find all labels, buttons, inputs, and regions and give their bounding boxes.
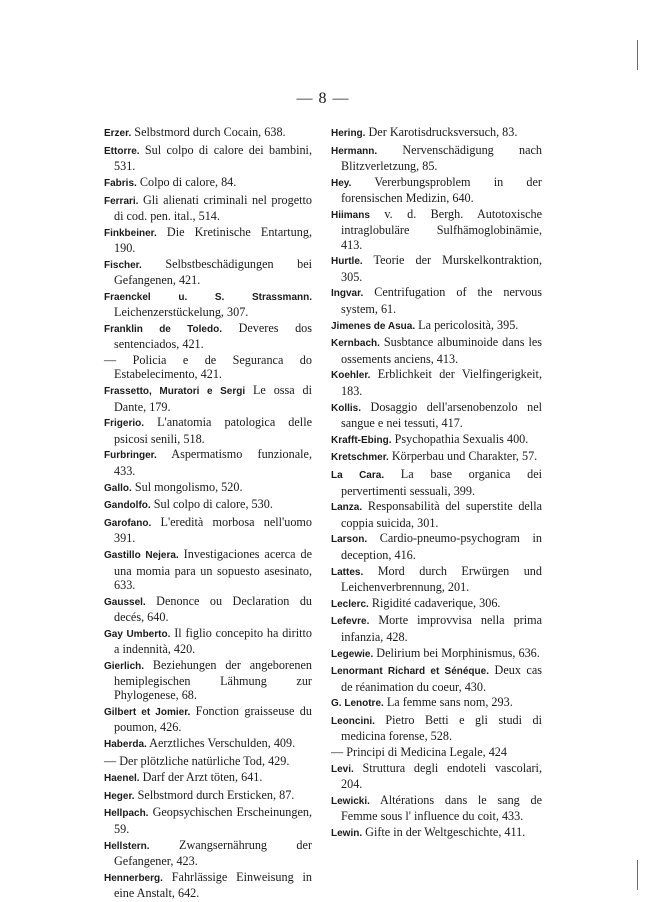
index-entry [104, 175, 312, 191]
entry-title: La femme sans nom, 293. [386, 695, 513, 710]
entry-author: Fabris. [104, 177, 137, 189]
index-entry [104, 788, 312, 804]
entry-title: Sul colpo di calore, 530. [153, 497, 273, 512]
index-entry [104, 353, 312, 382]
entry-title: Nervenschädigung nach Blitzverletzung, 85. [341, 142, 542, 174]
entry-author: Koehler. [331, 370, 371, 382]
entry-author: Leclerc. [331, 598, 369, 610]
entry-title: Körperbau und Charakter, 57. [391, 449, 538, 464]
entry-title: Vererbungsproblem in der forensischen Medizin, 640. [341, 174, 542, 206]
page-edge-mark [637, 860, 638, 890]
entry-title: Aerztliches Verschulden, 409. [149, 736, 296, 751]
entry-author: Haenel. [104, 772, 140, 784]
entry-author: Haberda. [104, 739, 147, 751]
index-entry [331, 432, 542, 448]
index-entry [104, 754, 312, 768]
entry-author: Legewie. [331, 648, 374, 660]
index-entry [104, 547, 312, 592]
index-entry [104, 770, 312, 786]
entry-author: Garofano. [104, 518, 152, 530]
entry-title: Leichenzerstückelung, 307. [114, 305, 249, 320]
entry-title: Struttura degli endoteli vascolari, 204. [341, 761, 542, 792]
index-entry [104, 515, 312, 546]
index-entry [331, 713, 542, 744]
entry-title: Il figlio concepito ha diritto a indennità, 420. [114, 625, 312, 656]
index-entry [104, 193, 312, 224]
index-entry [331, 613, 542, 644]
index-entry [104, 257, 312, 288]
entry-author: Lenormant Richard et Sénéque. [331, 666, 489, 678]
index-entry [331, 745, 542, 759]
index-entry [331, 596, 542, 612]
index-entry [331, 125, 542, 141]
index-entry [331, 531, 542, 562]
entry-title: Centrifugation of the nervous system, 61. [341, 285, 542, 316]
entry-title: Beziehungen der angeborenen hemiplegischen Lähmung zur Phylogenese, 68. [114, 657, 312, 703]
index-entry [104, 497, 312, 513]
entry-author: Levi. [331, 764, 354, 776]
index-entry [104, 480, 312, 496]
entry-title: Der Karotisdrucksversuch, 83. [368, 125, 518, 139]
entry-title: Selbstbeschädigungen bei Gefangenen, 421. [114, 256, 313, 288]
page-number: — 8 — [296, 90, 350, 107]
entry-title: Deveres dos sentenciados, 421. [114, 321, 313, 352]
index-entry [104, 805, 312, 836]
entry-author: Furbringer. [104, 450, 157, 462]
entry-title: Susbtance albuminoide dans les ossements anciens, 413. [341, 335, 542, 366]
entry-title: Denonce ou Declaration du decés, 640. [114, 593, 313, 624]
entry-author: Gilbert et Jomier. [104, 707, 191, 719]
entry-title: Selbstmord durch Ersticken, 87. [137, 787, 295, 802]
entry-author: Lattes. [331, 566, 364, 578]
entry-title: Pietro Betti e gli studi di medicina forense, 528. [341, 713, 542, 744]
index-entry [331, 695, 542, 711]
entry-author: Hiimans [331, 209, 370, 221]
entry-author: Lewicki. [331, 796, 370, 808]
entry-title: Aspermatismo funzionale, 433. [114, 447, 312, 478]
entry-title: Psychopathia Sexualis 400. [394, 431, 529, 446]
entry-author: G. Lenotre. [331, 698, 384, 710]
entry-title: Geopsychischen Erscheinungen, 59. [114, 805, 312, 836]
index-entry [331, 335, 542, 366]
page-edge-mark [637, 40, 638, 70]
entry-author: Fischer. [104, 259, 142, 271]
entry-title: Fahrlässige Einweisung in eine Anstalt, 642. [114, 869, 312, 900]
entry-title: Cardio-pneumo-psychogram in deception, 416. [341, 531, 542, 562]
entry-author: Krafft-Ebing. [331, 434, 392, 446]
index-entry [104, 415, 312, 446]
index-entry [331, 761, 542, 792]
index-entry [104, 143, 312, 174]
entry-author: Hering. [331, 128, 366, 139]
entry-title: — Der plötzliche natürliche Tod, 429. [104, 754, 290, 769]
entry-title: Rigidité cadaverique, 306. [371, 595, 501, 610]
entry-author: Gallo. [104, 482, 132, 494]
entry-author: Heger. [104, 790, 135, 802]
index-entry [104, 225, 312, 256]
entry-author: Lewin. [331, 828, 363, 840]
entry-title: La base organica dei pervertimenti sessuali, 399. [341, 467, 542, 498]
entry-author: Frigerio. [104, 418, 145, 430]
entry-author: Kretschmer. [331, 452, 389, 464]
index-entry [104, 704, 312, 735]
index-entry [104, 626, 312, 657]
entry-author: Finkbeiner. [104, 227, 157, 239]
entry-title: L'anatomia patologica delle psicosi senili, 518. [114, 415, 312, 446]
entry-title: Le ossa di Dante, 179. [114, 383, 313, 414]
index-entry [331, 253, 542, 284]
index-entry [104, 658, 312, 703]
entry-author: Hennerberg. [104, 872, 163, 884]
entry-title: La pericolosità, 395. [418, 317, 519, 332]
entry-title: Dosaggio dell'arsenobenzolo nel sangue e nei tessuti, 417. [341, 399, 543, 430]
index-entry [331, 207, 542, 252]
entry-title: Erblichkeit der Vielfingerigkeit, 183. [341, 367, 542, 398]
entry-title: Mord durch Erwürgen und Leichenverbrennung, 201. [341, 563, 542, 594]
entry-author: Lanza. [331, 502, 363, 514]
entry-author: La Cara. [331, 470, 385, 482]
index-entry [331, 449, 542, 465]
entry-title: — Principi di Medicina Legale, 424 [331, 745, 507, 760]
entry-author: Hermann. [331, 145, 378, 157]
index-column-left [104, 125, 312, 902]
entry-title: Selbstmord durch Cocain, 638. [134, 125, 286, 139]
entry-author: Gaussel. [104, 596, 146, 608]
index-entry [331, 564, 542, 595]
index-entry [104, 447, 312, 478]
entry-author: Lefevre. [331, 616, 370, 628]
entry-title: Delirium bei Morphinismus, 636. [376, 645, 540, 660]
entry-author: Kernbach. [331, 338, 380, 350]
entry-title: Morte improvvisa nella prima infanzia, 428. [341, 613, 542, 644]
entry-author: Erzer. [104, 128, 132, 139]
index-entry [331, 646, 542, 662]
index-entry [331, 825, 542, 841]
entry-title: Die Kretinische Entartung, 190. [114, 224, 312, 256]
entry-title: Darf der Arzt töten, 641. [142, 769, 263, 784]
entry-title: Colpo di calore, 84. [139, 174, 237, 189]
entry-author: Frassetto, Muratori e Sergi [104, 386, 246, 398]
entry-author: Kollis. [331, 402, 362, 414]
index-entry [331, 400, 542, 431]
entry-author: Gastillo Nejera. [104, 550, 179, 562]
entry-title: Gli alienati criminali nel progetto di cod. pen. ital., 514. [114, 192, 312, 223]
entry-title: Responsabilità del superstite della coppia suicida, 301. [341, 499, 543, 530]
entry-author: Hellpach. [104, 808, 149, 820]
entry-title: Teorie der Murskelkontraktion, 305. [341, 253, 542, 284]
entry-title: Sul mongolismo, 520. [134, 479, 243, 494]
entry-title: — Policia e de Seguranca do Estabelecimento, 421. [104, 353, 312, 382]
index-entry [104, 321, 312, 352]
index-entry [331, 318, 542, 334]
index-entry [104, 736, 312, 752]
index-entry [104, 125, 312, 141]
entry-title: Fonction graisseuse du poumon, 426. [114, 704, 312, 735]
entry-author: Hey. [331, 177, 352, 189]
entry-author: Larson. [331, 534, 368, 546]
index-entry [331, 499, 542, 530]
index-entry [104, 594, 312, 625]
entry-title: Investigaciones acerca de una momia para un sopuesto asesinato, 633. [114, 547, 312, 592]
entry-title: Gifte in der Weltgeschichte, 411. [365, 825, 526, 840]
entry-author: Gierlich. [104, 660, 145, 672]
entry-title: Zwangsernährung der Gefangener, 423. [114, 837, 312, 868]
entry-author: Ferrari. [104, 195, 139, 207]
index-column-right [331, 125, 542, 843]
entry-author: Hurtle. [331, 256, 363, 268]
entry-title: Deux cas de réanimation du coeur, 430. [341, 663, 542, 694]
index-entry [331, 367, 542, 398]
index-entry [331, 285, 542, 316]
entry-author: Ettorre. [104, 145, 140, 157]
entry-author: Hellstern. [104, 840, 150, 852]
index-entry [331, 143, 542, 174]
entry-author: Leoncini. [331, 716, 375, 728]
entry-title: Sul colpo di calore dei bambini, 531. [114, 142, 312, 174]
entry-author: Ingvar. [331, 288, 364, 300]
index-entry [104, 289, 312, 320]
entry-title: v. d. Bergh. Autotoxische intraglobuläre Sulfhämoglobinämie, 413. [341, 206, 542, 252]
index-entry [331, 793, 542, 824]
index-entry [104, 838, 312, 869]
index-entry [331, 175, 542, 206]
entry-title: L'eredità morbosa nell'uomo 391. [114, 515, 313, 546]
entry-author: Gandolfo. [104, 500, 151, 512]
index-entry [104, 870, 312, 901]
index-entry [104, 383, 312, 414]
entry-author: Jimenes de Asua. [331, 320, 416, 332]
entry-author: Fraenckel u. S. Strassmann. [104, 291, 312, 303]
index-entry [331, 663, 542, 694]
entry-author: Gay Umberto. [104, 628, 171, 640]
entry-title: Altérations dans le sang de Femme sous l' influence du coit, 433. [341, 793, 543, 824]
entry-author: Franklin de Toledo. [104, 324, 222, 336]
index-entry [331, 467, 542, 498]
